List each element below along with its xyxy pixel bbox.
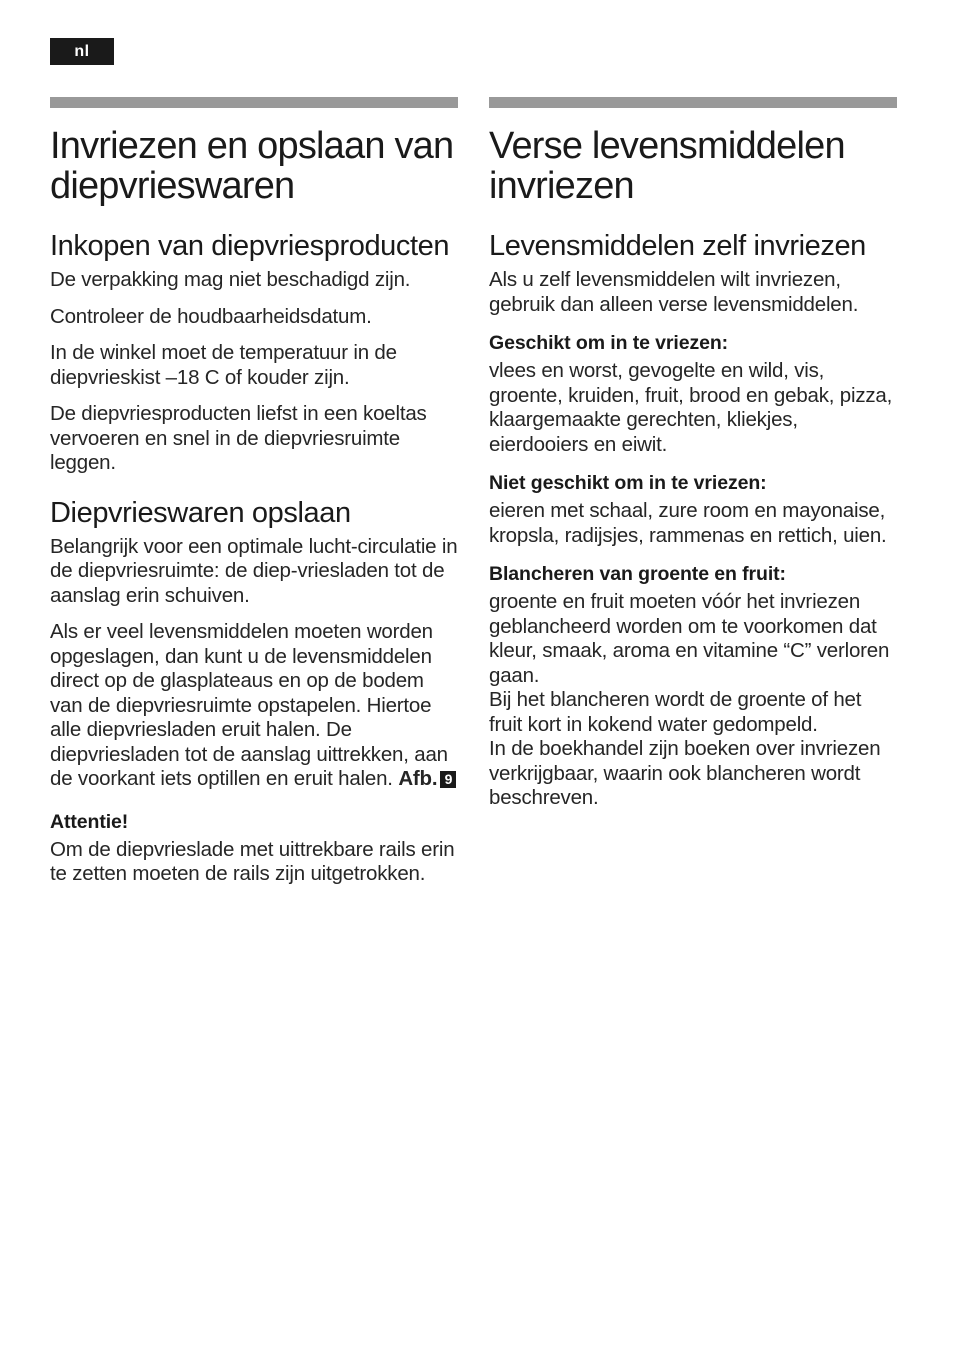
figure-number-badge: 9: [440, 771, 456, 788]
section-rule: [489, 97, 897, 108]
intro-paragraph: Als u zelf levensmiddelen wilt invriezen, gebruik dan alleen verse levensmiddelen.: [489, 268, 859, 316]
unsuitable-heading: Niet geschikt om in te vriezen:: [489, 472, 767, 494]
section-rule: [50, 97, 458, 108]
figure-ref-label: Afb.: [398, 767, 438, 790]
paragraph-with-figure-ref: [50, 620, 458, 792]
paragraph: Controleer de houdbaarheidsdatum.: [50, 304, 372, 328]
blanch-text: groente en fruit moeten vóór het invriezen geblancheerd worden om te voorkomen dat kleur, smaak, aroma en vitamine “C” verloren gaan.: [489, 590, 890, 687]
suitable-heading: Geschikt om in te vriezen:: [489, 332, 729, 354]
blanch-text: In de boekhandel zijn boeken over invriezen verkrijgbaar, waarin ook blancheren wordt beschreven.: [489, 737, 881, 809]
unsuitable-text: eieren met schaal, zure room en mayonaise, kropsla, radijsjes, rammenas en rettich, uien.: [489, 499, 887, 547]
paragraph: De verpakking mag niet beschadigd zijn.: [50, 268, 411, 291]
right-column: [489, 97, 897, 811]
heading-inkopen: Inkopen van diepvriesproducten: [50, 230, 450, 262]
paragraph: Belangrijk voor een optimale lucht-circulatie in de diepvriesruimte: de diep-vriesladen tot de aanslag erin schuiven.: [50, 534, 458, 607]
heading-opslaan: Diepvrieswaren opslaan: [50, 496, 351, 529]
blanch-text: Bij het blancheren wordt de groente of het fruit kort in kokend water gedompeld.: [489, 688, 862, 736]
blanch-heading: Blancheren van groente en fruit:: [489, 563, 786, 585]
paragraph-text: Als er veel levensmiddelen moeten worden opgeslagen, dan kunt u de levensmiddelen direct op de glasplateaus en op de bodem van de diepvriesruimte opstapelen. Hiertoe alle diepvriesladen eruit halen. De diepvriesladen tot de aanslag uittrekken, aan de voorkant iets optillen en eruit halen.: [50, 620, 448, 790]
attention-heading: Attentie!: [50, 810, 129, 833]
paragraph: De diepvriesproducten liefst in een koeltas vervoeren en snel in de diepvriesruimte leggen.: [50, 402, 427, 474]
attention-text: Om de diepvrieslade met uittrekbare rails erin te zetten moeten de rails zijn uitgetrokken.: [50, 837, 455, 885]
right-title: Verse levensmiddelen invriezen: [489, 125, 845, 207]
left-column: [50, 97, 458, 887]
left-title: Invriezen en opslaan van diepvrieswaren: [50, 125, 454, 207]
language-tag: nl: [50, 38, 114, 65]
heading-zelf-invriezen: Levensmiddelen zelf invriezen: [489, 230, 866, 262]
paragraph: In de winkel moet de temperatuur in de diepvrieskist –18 C of kouder zijn.: [50, 341, 397, 389]
suitable-text: vlees en worst, gevogelte en wild, vis, groente, kruiden, fruit, brood en gebak, pizza, klaargemaakte gerechten, kliekjes, eierdooiers en eiwit.: [489, 359, 893, 456]
